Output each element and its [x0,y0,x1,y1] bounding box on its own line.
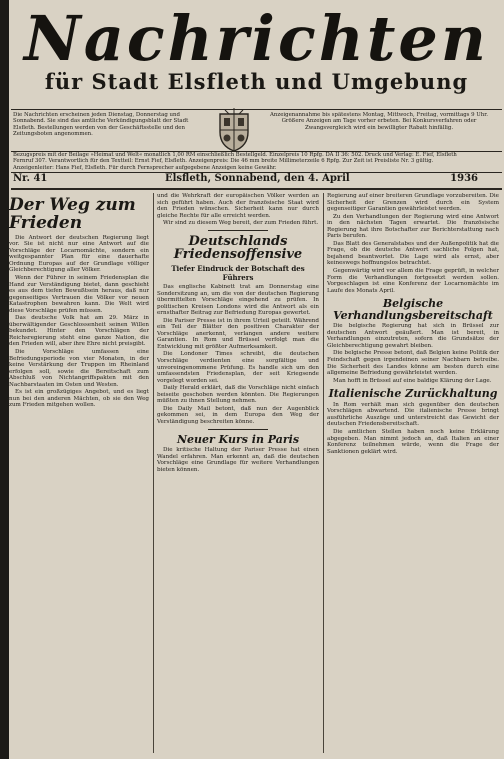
article-paragraph: Man hofft in Brüssel auf eine baldige Klärung der Lage. [333,377,492,384]
newspaper-title: Nachrichten [24,2,489,75]
article-paragraph: Das deutsche Volk hat am 29. März in überwältigender Geschlossenheit seinen Willen bekundet. Hinter den Vorschlägen der Reichsregierung steht eine ganze Nation, die den Frieden will, aber ihre Ehre nicht preisgibt. [9,315,149,348]
article-paragraph: Die amtlichen Stellen haben noch keine Erklärung abgegeben. Man nimmt jedoch an, daß Italien an einer Konferenz teilnehmen würde, wenn die Frage der Sanktionen geklärt wird. [327,428,499,455]
article-paragraph: Gegenwärtig wird vor allem die Frage geprüft, in welcher Form die Verhandlungen fortgesetzt werden sollen. Vorgeschlagen ist eine Konferenz der Locarnomächte im Laufe des Monats April. [327,268,499,294]
publishing-schedule: Die Nachrichten erscheinen jeden Dienstag, Donnerstag und Sonnabend. Sie sind das amtliche Verkündigungsblatt der Stadt Elsfleth. Bestellungen werden von der Geschäftsstelle und den Zeitungsboten angenommen. [13,112,189,138]
divider-top [11,109,502,110]
newspaper-page [9,0,504,759]
article-paragraph: Die belgische Presse betont, daß Belgien keine Politik der Feindschaft gegen irgendeinen seiner Nachbarn betreibe. Die Sicherheit des Landes könne am besten durch eine allgemeine Befriedung gewährleistet werden. [327,350,499,377]
article-headline: Deutschlands Friedensoffensive [173,233,303,263]
newspaper-subtitle: für Stadt Elsfleth und Umgebung [44,69,469,94]
article-paragraph: Es ist ein großzügiges Angebot, und es liegt nun bei den anderen Mächten, ob sie den Weg zum Frieden mitgehen wollen. [9,389,149,409]
column-left [9,193,149,410]
article-subheadline: Tiefer Eindruck der Botschaft des Führers [171,264,305,283]
masthead [9,2,504,94]
ad-acceptance-notice: Anzeigenannahme bis spätestens Montag, Mittwoch, Freitag, vormittags 9 Uhr. Größere Anzeigen am Tage vorher erbeten. Bei Konkursverfahren oder Zwangsvergleich wird ein bewilligter Rabatt hinfällig. [270,112,488,131]
article-paragraph: Regierung auf einer breiteren Grundlage vorzubereiten. Die Sicherheit der Grenzen wird durch ein System gegenseitiger Garantien gewährleistet werden. [327,193,499,213]
column-middle [157,193,319,474]
article-paragraph: Die kritische Haltung der Pariser Presse hat einen Wandel erfahren. Man erkennt an, daß die deutschen Vorschläge eine Grundlage für weitere Verhandlungen bieten können. [157,447,319,473]
publisher-info [13,112,500,150]
article-paragraph: Wir sind zu diesem Weg bereit, der zum Frieden führt. [163,220,319,227]
subscription-info [13,152,500,171]
article-paragraph: Daily Herald erklärt, daß die Vorschläge nicht einfach beiseite geschoben werden könnten. Die Regierungen müßten zu ihnen Stellung nehmen. [157,385,319,405]
column-rule [153,193,154,753]
coat-of-arms-icon [217,108,251,152]
article-paragraph: und die Wehrkraft der europäischen Völker werden an sich geführt haben. Auch der französische Staat wird den Frieden wünschen. Sicherheit kann nur durch gleiche Rechte für alle erreicht werden. [157,193,319,219]
divider-date-bottom [11,188,502,190]
article-paragraph: Die belgische Regierung hat sich in Brüssel zur deutschen Antwort geäußert. Man ist bereit, in Verhandlungen einzutreten, sofern die Grundsätze der Gleichberechtigung gewahrt bleiben. [327,323,499,349]
article-paragraph: Das Blatt des Generalstabes und der Außenpolitik hat die Frage, ob die deutsche Antwort sachliche Folgen hat, bejahend beantwortet. Die Lage wird als ernst, aber keineswegs hoffnungslos betrachtet. [327,240,499,267]
article-paragraph: Das englische Kabinett trat am Donnerstag eine Sondersitzung an, um die von der deutschen Regierung übermittelten Vorschläge eingehend zu prüfen. In politischen Kreisen Londons wird die Antwort als ein ernsthafter Beitrag zur Befriedung Europas gewertet. [157,284,319,317]
article-paragraph: In Rom verhält man sich gegenüber den deutschen Vorschlägen abwartend. Die italienische Presse bringt ausführliche Auszüge und unterstreicht das Gewicht der deutschen Friedensbereitschaft. [327,401,499,428]
section-divider [208,230,268,231]
subscription-line: Anzeigenleiter: Hans Fief, Elsfleth. Für durch Fernsprecher aufgegebene Anzeigen keine Gewähr. [13,164,277,171]
article-paragraph: Die Londoner Times schreibt, die deutschen Vorschläge verdienten eine sorgfältige und unvoreingenommene Prüfung. Es handle sich um den umfassendsten Friedensplan, der seit Kriegsende vorgelegt worden sei. [157,351,319,384]
article-headline: Neuer Kurs in Paris [176,432,300,446]
issue-number: Nr. 41 [13,173,48,184]
article-headline: Der Weg zum Frieden [9,195,136,233]
article-paragraph: Zu den Verhandlungen der Regierung wird eine Antwort in den nächsten Tagen erwartet. Die französische Regierung hat ihre Botschafter zur Berichterstattung nach Paris berufen. [327,213,499,240]
subscription-line: Fernruf 307. Verantwortlich für den Textteil: Ernst Fief, Elsfleth. Anzeigenpreis: Die 46 mm breite Millimeterzeile 6 Rpfg. Zur Zeit ist Preisliste Nr. 3 gültig. [13,158,434,165]
dateline [13,173,500,187]
article-headline: Belgische Verhandlungsbereitschaft [333,297,493,322]
subscription-line: Bezugspreis mit der Beilage »Heimat und Welt« monatlich 1,00 RM einschließlich Bestellgeld. Einzelpreis 10 Rpfg. DA II 36: 502. Druck und Verlag: E. Fief, Elsfleth [13,152,457,158]
article-paragraph: Die Vorschläge umfassen eine Befriedungsperiode von vier Monaten, in der keine Verstärkung der Truppen im Rheinland erfolgen soll, sowie die Bereitschaft zum Abschluß von Nichtangriffspakten mit den Nachbarstaaten im Osten und Westen. [9,348,149,388]
column-rule [323,193,324,753]
article-paragraph: Die Pariser Presse ist in ihrem Urteil geteilt. Während ein Teil der Blätter den positiven Charakter der Vorschläge anerkennt, verlangen andere weitere Garantien. In Rom und Brüssel verfolgt man die Entwicklung mit größter Aufmerksamkeit. [157,317,319,350]
article-paragraph: Die Daily Mail betont, daß nun der Augenblick gekommen sei, in dem Europa den Weg der Verständigung beschreiten könne. [157,405,319,425]
section-divider [208,429,268,430]
column-right [327,193,499,456]
article-headline: Italienische Zurückhaltung [328,387,498,401]
issue-place-date: Elsfleth, Sonnabend, den 4. April [165,173,350,184]
article-paragraph: Die Antwort der deutschen Regierung liegt vor. Sie ist nicht nur eine Antwort auf die Vorschläge der Locarnomächte, sondern ein weitgespannter Plan für eine dauerhafte Ordnung Europas auf der Grundlage völliger Gleichberechtigung aller Völker. [9,234,149,274]
issue-year: 1936 [450,173,478,184]
article-paragraph: Wenn der Führer in seinem Friedensplan die Hand zur Verständigung bietet, dann geschieht es aus dem tiefen Bewußtsein heraus, daß nur gegenseitiges Vertrauen die Völker vor neuen Katastrophen bewahren kann. Die Welt wird diese Vorschläge prüfen müssen. [9,274,149,314]
